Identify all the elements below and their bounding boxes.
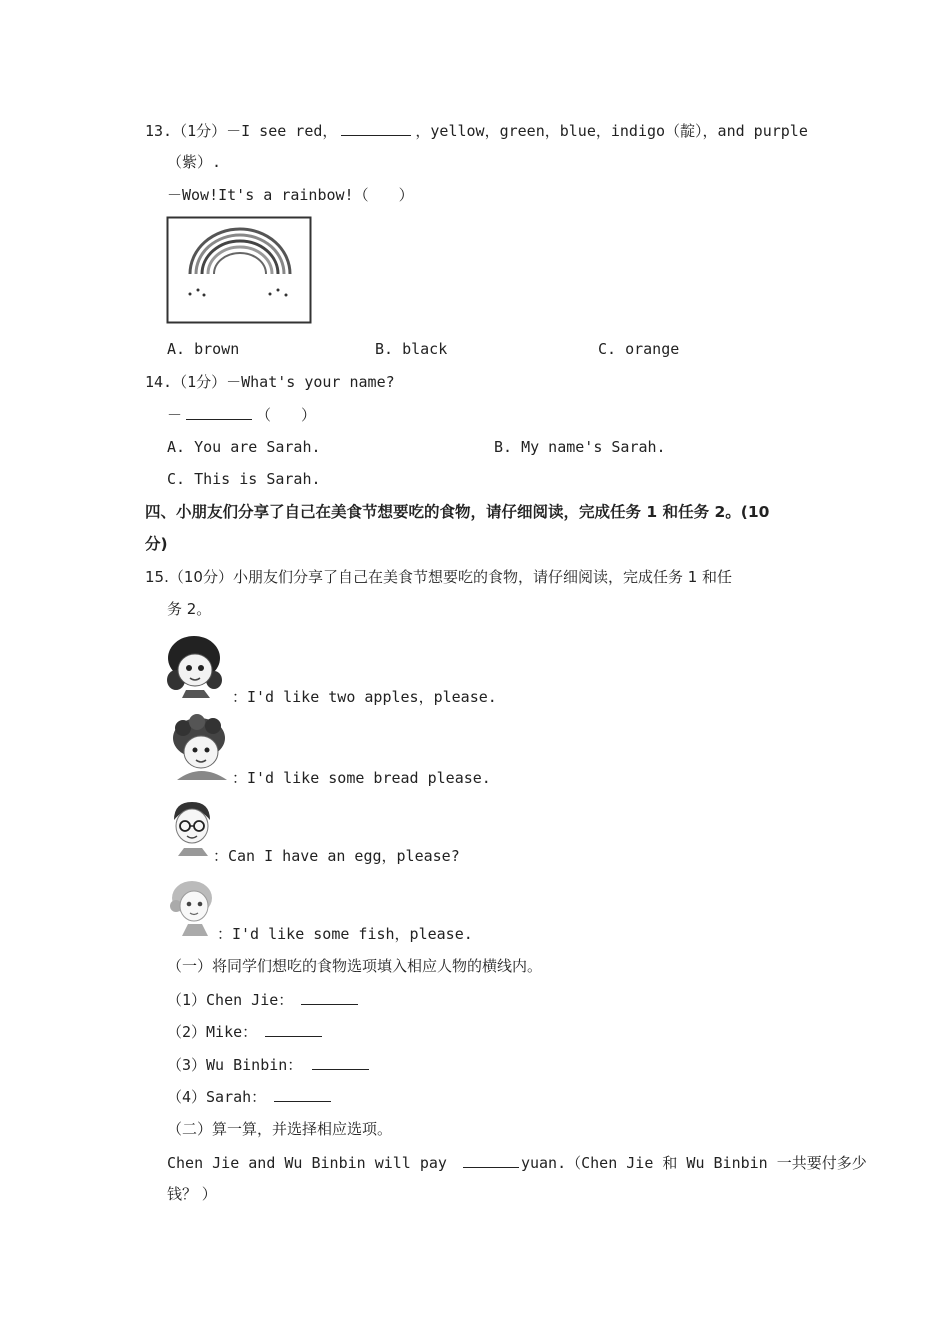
q15-line2: 务 2。 (167, 600, 212, 618)
glasses-boy-avatar-wu-binbin (168, 798, 216, 860)
boy-avatar-mike (169, 714, 231, 780)
speech-3: ：Can I have an egg，please? (213, 847, 460, 865)
task1-item-wu-binbin (167, 1053, 373, 1076)
task2-text-b: yuan.（Chen Jie 和 Wu Binbin 一共要付多少 (520, 1154, 867, 1172)
speech-2: ：I'd like some bread please. (232, 769, 491, 787)
task1-label-3: （3）Wu Binbin： (167, 1056, 303, 1074)
q14-option-a[interactable]: A. You are Sarah. (167, 438, 321, 456)
q13-line2: （紫）. (167, 153, 222, 171)
task1-blank-2[interactable] (265, 1020, 322, 1037)
q13-option-b[interactable]: B. black (375, 340, 448, 358)
q13-text-a: 13.（1分）－I see red， (145, 122, 338, 140)
task2-line2: 钱？ ） (167, 1185, 217, 1203)
girl-avatar-sarah (168, 876, 220, 940)
task1-title: （一）将同学们想吃的食物选项填入相应人物的横线内。 (167, 957, 543, 975)
q14-option-c[interactable]: C. This is Sarah. (167, 470, 321, 488)
task2-answer-blank[interactable] (463, 1151, 519, 1168)
q13-text-b: ，yellow，green，blue，indigo（靛），and purple (415, 122, 808, 140)
task1-label-4: （4）Sarah： (167, 1088, 267, 1106)
q13-answer-blank[interactable] (341, 119, 411, 136)
q13-line3: －Wow!It's a rainbow!（ ） (167, 186, 414, 204)
q13-option-a[interactable]: A. brown (167, 340, 240, 358)
q13-option-c[interactable]: C. orange (598, 340, 680, 358)
speech-4: ：I'd like some fish，please. (217, 925, 473, 943)
section4-title-line1: 四、小朋友们分享了自己在美食节想要吃的食物，请仔细阅读，完成任务 1 和任务 2。(10 (145, 503, 770, 521)
speech-1: ：I'd like two apples，please. (232, 688, 497, 706)
rainbow-image (166, 216, 312, 324)
section4-title-line2: 分) (145, 535, 168, 553)
task2-title: （二）算一算，并选择相应选项。 (167, 1120, 393, 1138)
q14-option-b[interactable]: B. My name's Sarah. (494, 438, 666, 456)
girl-avatar-chen-jie (164, 630, 234, 700)
q13-line1 (145, 119, 808, 142)
task2-line1 (167, 1151, 867, 1174)
task1-item-chen-jie (167, 988, 362, 1011)
task1-item-sarah (167, 1085, 335, 1108)
task1-label-1: （1）Chen Jie： (167, 991, 294, 1009)
q15-line1: 15.（10分）小朋友们分享了自己在美食节想要吃的食物，请仔细阅读，完成任务 1 和任 (145, 568, 733, 586)
q14-line1: 14.（1分）－What's your name? (145, 373, 395, 391)
task1-label-2: （2）Mike： (167, 1023, 258, 1041)
task1-blank-4[interactable] (274, 1085, 331, 1102)
q14-dash: － (167, 406, 183, 424)
q14-answer-blank[interactable] (186, 403, 252, 420)
task1-blank-1[interactable] (301, 988, 358, 1005)
task1-blank-3[interactable] (312, 1053, 369, 1070)
task1-item-mike (167, 1020, 326, 1043)
task2-text-a: Chen Jie and Wu Binbin will pay (167, 1154, 447, 1172)
q14-line2 (167, 403, 316, 426)
q14-paren: （ ） (256, 406, 317, 424)
